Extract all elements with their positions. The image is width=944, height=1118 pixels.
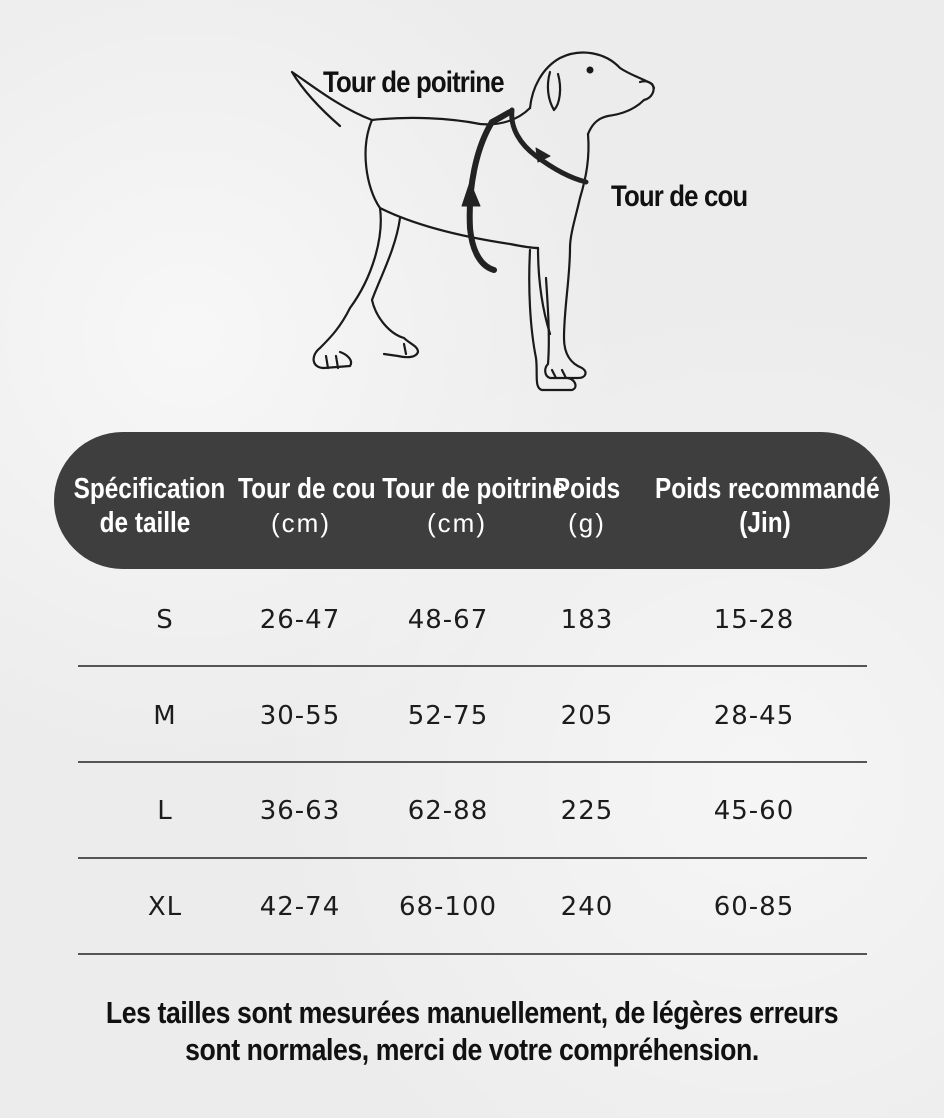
footnote (0, 994, 944, 1068)
footnote-line-1: Les tailles sont mesurées manuellement, de légères erreurs (105, 995, 839, 1030)
table-row (0, 592, 944, 688)
chest-girth-label: Tour de poitrine (323, 66, 504, 99)
cell-weight: 205 (560, 701, 614, 731)
cell-neck: 30-55 (259, 701, 341, 731)
cell-neck: 36-63 (259, 796, 341, 826)
header-recommended-weight: Poids recommandé (Jin) (654, 473, 880, 539)
footnote-line-2: sont normales, merci de votre compréhension. (185, 1032, 759, 1067)
cell-recommended: 60-85 (713, 892, 795, 922)
header-weight: Poids (g) (553, 473, 621, 538)
cell-size: S (156, 605, 174, 635)
table-row (0, 688, 944, 784)
cell-weight: 183 (560, 605, 614, 635)
header-size: Spécification de taille (73, 473, 226, 539)
row-divider (78, 761, 867, 763)
cell-chest: 52-75 (407, 701, 489, 731)
cell-chest: 62-88 (407, 796, 489, 826)
cell-neck: 42-74 (259, 892, 341, 922)
cell-size: L (157, 796, 173, 826)
cell-neck: 26-47 (259, 605, 341, 635)
cell-recommended: 15-28 (713, 605, 795, 635)
cell-size: XL (147, 892, 183, 922)
row-divider (78, 665, 867, 667)
cell-chest: 68-100 (398, 892, 498, 922)
cell-weight: 240 (560, 892, 614, 922)
row-divider (78, 953, 867, 955)
table-row (0, 783, 944, 879)
cell-recommended: 28-45 (713, 701, 795, 731)
cell-chest: 48-67 (407, 605, 489, 635)
header-chest: Tour de poitrine (cm) (382, 473, 566, 538)
row-divider (78, 857, 867, 859)
cell-recommended: 45-60 (713, 796, 795, 826)
table-row (0, 879, 944, 975)
neck-girth-label: Tour de cou (611, 180, 748, 213)
cell-size: M (153, 701, 177, 731)
cell-weight: 225 (560, 796, 614, 826)
header-neck: Tour de cou (cm) (238, 473, 376, 538)
